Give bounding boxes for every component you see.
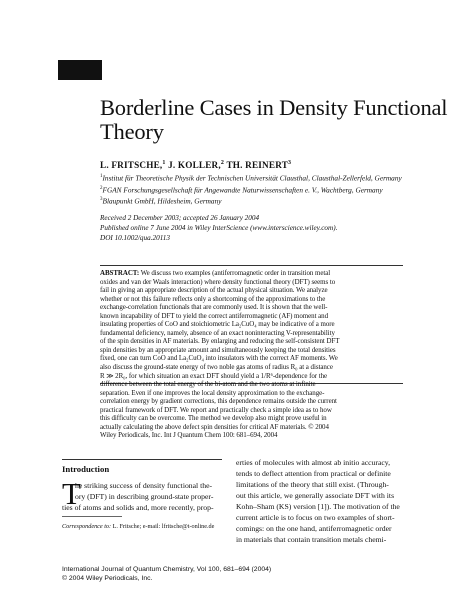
body-line: out this article, we generally associate DFT with its — [236, 490, 395, 500]
abstract-line: insulating properties of CoO and stoichiometric La₂CuO₄ may be indicative of a more — [100, 320, 335, 329]
abstract-line: difference between the total energy of the bi-atom and the two atoms at infinite — [100, 380, 316, 389]
affiliation — [100, 172, 440, 184]
abstract-line: whether or not this failure reflects only a shortcoming of the approximations to the — [100, 294, 326, 303]
intro-column-right — [236, 458, 416, 546]
affiliation-mark: 3 — [100, 197, 103, 203]
footnote-text: L. Fritsche; e-mail: lfritsche@t-online.de — [112, 523, 215, 530]
affiliation — [100, 184, 440, 196]
author-2-affil-mark: 2 — [220, 160, 225, 166]
body-line: in materials that contain transition metals chemi- — [236, 534, 387, 544]
footnote-divider — [62, 516, 122, 517]
received-date: Received 2 December 2003; accepted 26 January 2004 — [100, 214, 260, 222]
abstract-line: oxides and van der Waals interaction) where density functional theory (DFT) seems to — [100, 277, 336, 286]
abstract-line: correlation energy by gradient corrections, this dependence remains outside the current — [100, 397, 337, 406]
abstract-line: also discuss the ground-state energy of two noble gas atoms of radius R₀ at a distance — [100, 363, 333, 372]
author-2: J. KOLLER, — [168, 160, 221, 171]
abstract-first-text: We discuss two examples (antiferromagnetic order in transition metal — [140, 269, 331, 277]
author-3-affil-mark: 3 — [288, 160, 292, 166]
journal-footer — [62, 566, 271, 583]
journal-citation: International Journal of Quantum Chemistry, Vol 100, 681–694 (2004) — [62, 566, 272, 573]
abstract-line: Wiley Periodicals, Inc. Int J Quantum Chem 100: 681–694, 2004 — [100, 431, 278, 440]
published-online: Published online 7 June 2004 in Wiley InterScience (www.interscience.wiley.com). — [100, 224, 338, 233]
affiliation-text: Blaupunkt GmbH, Hildesheim, Germany — [102, 196, 222, 206]
author-1: L. FRITSCHE, — [100, 160, 163, 171]
abstract-line: this difficulty can be overcome. The method we develop also might prove useful in — [100, 414, 327, 423]
abstract-line: fail in giving an appropriate description of the actual physical situation. We analyze — [100, 286, 328, 295]
affiliation — [100, 195, 440, 207]
body-line: current article is to focus on two examples of short- — [236, 512, 395, 522]
body-line: ory (DFT) in describing ground-state proper- — [75, 492, 214, 502]
abstract-line: actually calculating the above defect spin densities for critical AF materials. © 2004 — [100, 422, 329, 431]
title-line-1: Borderline Cases in Density Functional — [100, 95, 448, 120]
section-heading-introduction: Introduction — [62, 464, 110, 474]
author-1-affil-mark: 1 — [162, 160, 166, 166]
body-line: limitations of the theory that still exist. (Through- — [236, 479, 389, 489]
doi: DOI 10.1002/qua.20113 — [100, 234, 170, 243]
body-line: comings: on the one hand, antiferromagnetic order — [236, 523, 392, 533]
body-line: ties of atoms and solids and, more recently, prop- — [62, 503, 214, 513]
abstract-line: practical framework of DFT. We report and practically check a simple idea as to how — [100, 405, 332, 414]
affiliation-text: Institut für Theoretische Physik der Technischen Universität Clausthal, Clausthal-Zellerfeld, Germany — [102, 173, 402, 183]
abstract-line: known incapability of DFT to yield the correct antiferromagnetic (AF) moment and — [100, 311, 329, 320]
abstract-line: of the spin densities in AF materials. By enlarging and reducing the self-consistent DFT — [100, 337, 340, 346]
affiliation-mark: 2 — [100, 185, 103, 191]
publication-dates — [100, 213, 440, 244]
abstract-label: ABSTRACT: — [100, 269, 140, 277]
journal-copyright: © 2004 Wiley Periodicals, Inc. — [62, 574, 153, 582]
abstract-line: fundamental deficiency, namely, absence of an exact noninteracting V-representability — [100, 328, 335, 337]
section-divider — [62, 459, 222, 460]
affiliation-mark: 1 — [100, 174, 103, 179]
body-line: he striking success of density functional the- — [75, 481, 213, 490]
intro-column-left — [62, 476, 230, 514]
correspondence-footnote — [62, 523, 214, 530]
abstract-first-line — [100, 269, 403, 278]
title-line-2: Theory — [100, 119, 164, 144]
drop-cap: T — [62, 476, 81, 511]
paper-title — [100, 95, 448, 144]
abstract-line: exchange-correlation functionals that are commonly used. It is shown that the well- — [100, 303, 328, 312]
abstract-box — [100, 265, 403, 440]
abstract-line: separation. Even if one improves the local density approximation to the exchange- — [100, 388, 325, 397]
body-line: tends to deflect attention from practical or definite — [236, 468, 391, 478]
author-3: TH. REINERT — [226, 160, 289, 171]
header-tab-block — [58, 60, 102, 80]
abstract-line: R ≫ 2R₀, for which situation an exact DFT should yield a 1/R⁶-dependence for the — [100, 371, 328, 380]
abstract-line: spin densities by an appropriate amount and simultaneously keeping the total densities — [100, 345, 336, 354]
affiliations — [100, 172, 440, 207]
abstract-text — [100, 269, 403, 440]
abstract-line: fixed, one can turn CoO and La₂CuO₄ into insulators with the correct AF moments. We — [100, 354, 338, 363]
body-line: Kohn–Sham (KS) version [1]). The motivation of the — [236, 501, 400, 511]
footnote-label: Correspondence to: — [62, 523, 112, 530]
affiliation-text: FGAN Forschungsgesellschaft für Angewandte Naturwissenschaften e. V., Wachtberg, Germany — [102, 185, 383, 195]
body-line: erties of molecules with almost ab initio accuracy, — [236, 458, 391, 467]
author-list — [100, 160, 291, 170]
